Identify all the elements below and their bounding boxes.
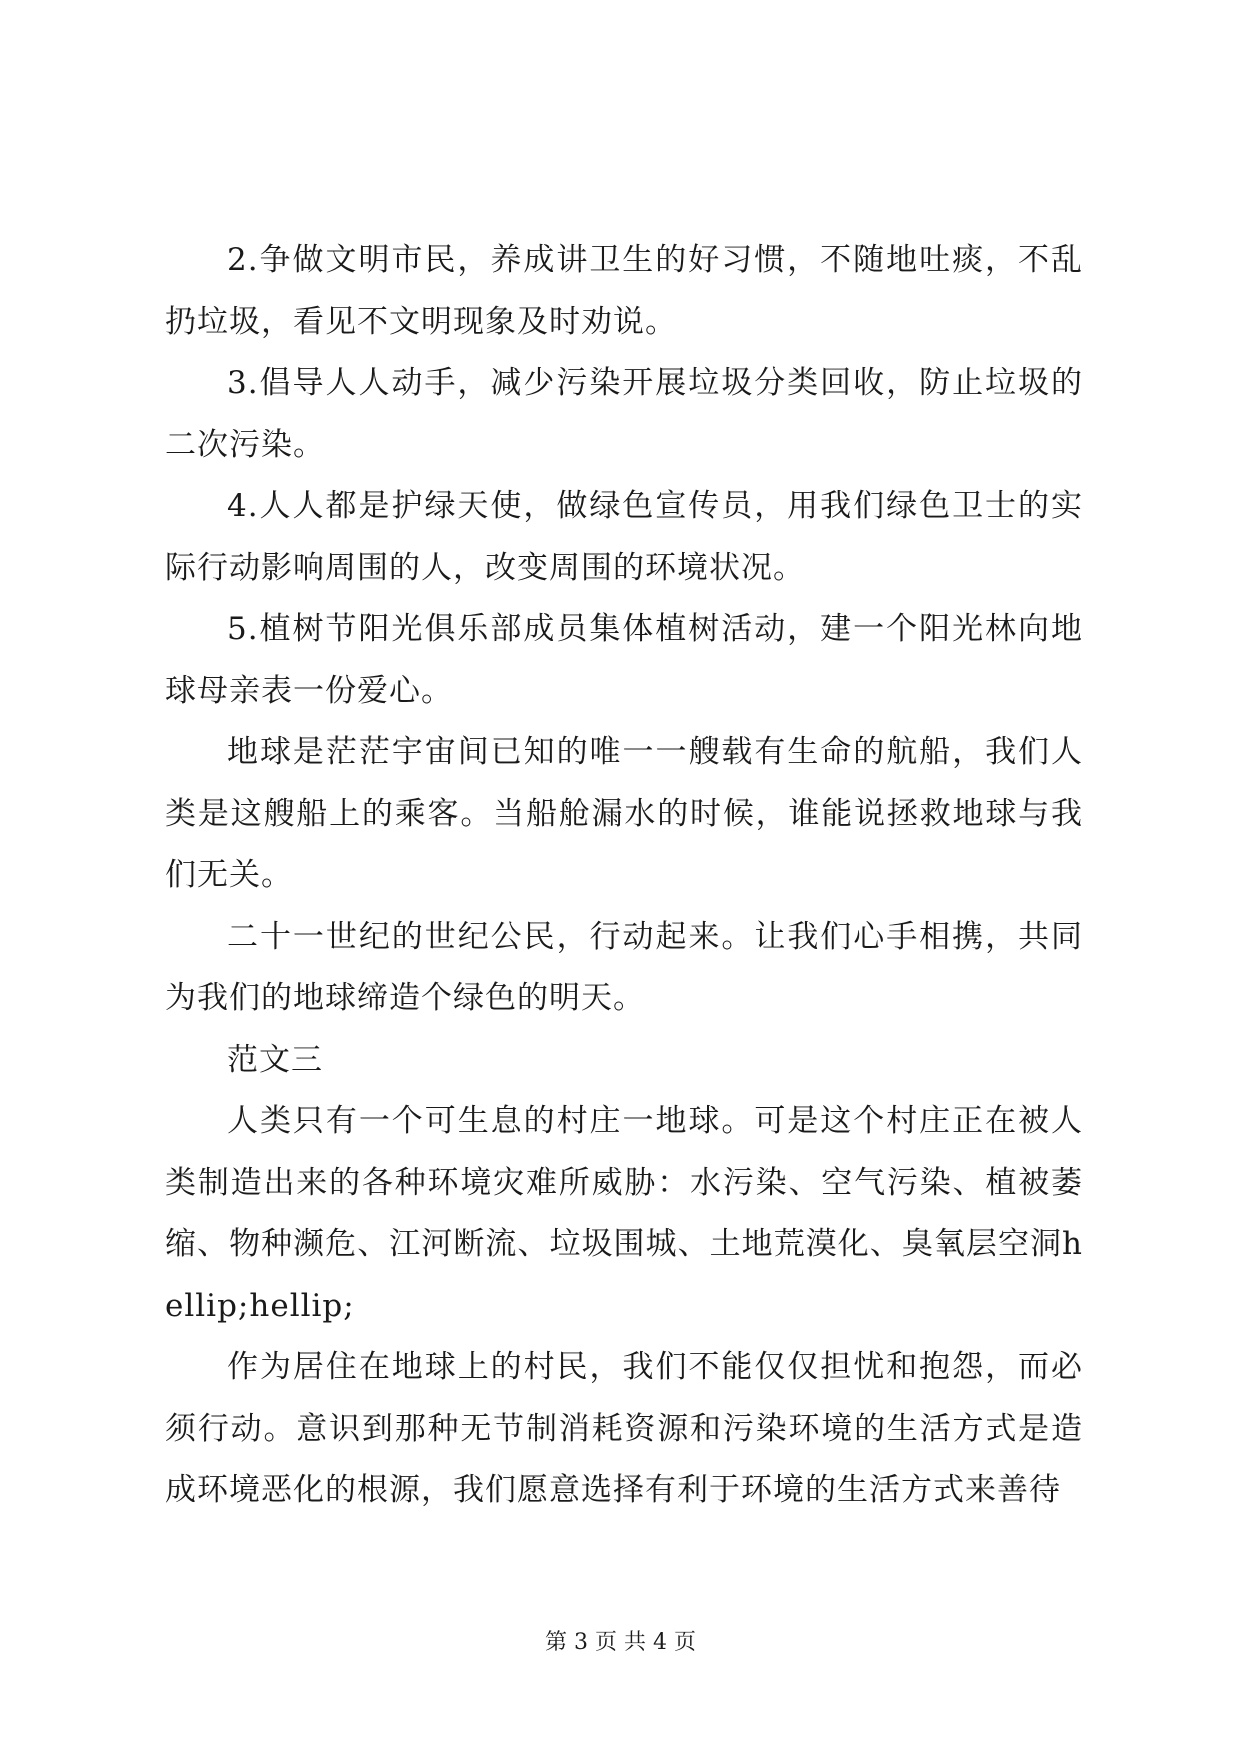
paragraph-call-to-action: 二十一世纪的世纪公民，行动起来。让我们心手相携，共同为我们的地球缔造个绿色的明天。 bbox=[165, 918, 1083, 1016]
paragraph-item-3: 3.倡导人人动手，减少污染开展垃圾分类回收，防止垃圾的二次污染。 bbox=[165, 365, 1083, 463]
paragraph-earth-ship: 地球是茫茫宇宙间已知的唯一一艘载有生命的航船，我们人类是这艘船上的乘客。当船舱漏水的时候，谁能说拯救地球与我们无关。 bbox=[165, 734, 1083, 893]
paragraph-item-5: 5.植树节阳光俱乐部成员集体植树活动，建一个阳光林向地球母亲表一份爱心。 bbox=[165, 611, 1083, 709]
paragraph-villagers: 作为居住在地球上的村民，我们不能仅仅担忧和抱怨，而必须行动。意识到那种无节制消耗资源和污染环境的生活方式是造成环境恶化的根源，我们愿意选择有利于环境的生活方式来善待 bbox=[165, 1349, 1083, 1508]
paragraph-item-2: 2.争做文明市民，养成讲卫生的好习惯，不随地吐痰，不乱扔垃圾，看见不文明现象及时劝说。 bbox=[165, 242, 1083, 340]
paragraph-village: 人类只有一个可生息的村庄一地球。可是这个村庄正在被人类制造出来的各种环境灾难所威胁：水污染、空气污染、植被萎缩、物种濒危、江河断流、垃圾围城、土地荒漠化、臭氧层空洞hellip;hellip; bbox=[165, 1103, 1083, 1324]
page-footer: 第 3 页 共 4 页 bbox=[545, 1630, 696, 1655]
document-body bbox=[165, 230, 1083, 1522]
section-heading: 范文三 bbox=[227, 1041, 323, 1078]
paragraph-item-4: 4.人人都是护绿天使，做绿色宣传员，用我们绿色卫士的实际行动影响周围的人，改变周围的环境状况。 bbox=[165, 488, 1083, 586]
